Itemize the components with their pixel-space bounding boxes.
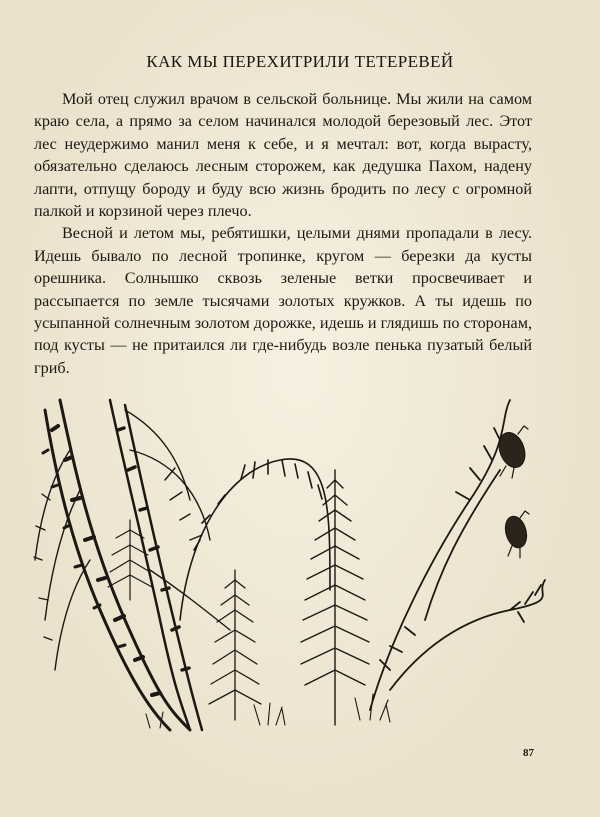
body-text: [34, 88, 532, 379]
fir-tree-center-left: [209, 570, 261, 720]
birch-trunk-center-left: [110, 400, 202, 730]
page-number: 87: [523, 747, 534, 759]
paragraph-2: Весной и летом мы, ребятишки, целыми днями пропадали в лесу. Идешь бывало по лесной тропинке, кругом — березки да кусты орешника. Солнышко сквозь зеленые ветки просвечивает и рассыпается по земле тысячами золотых кружков. А ты идешь по усыпанной солнечным золотом дорожке, идешь и глядишь по сторонам, под кусты — не притаился ли где-нибудь возле пенька пузатый белый гриб.: [34, 224, 532, 377]
black-grouse-bird-lower: [502, 511, 530, 558]
chapter-title: КАК МЫ ПЕРЕХИТРИЛИ ТЕТЕРЕВЕЙ: [146, 52, 454, 71]
fir-tree-center: [301, 470, 369, 725]
forest-illustration: [30, 390, 560, 740]
paragraph-1: Мой отец служил врачом в сельской больнице. Мы жили на самом краю села, а прямо за селом начинался молодой березовый лес. Этот лес неудержимо манил меня к себе, и я мечтал: вот, когда вырасту, обязательно сделаюсь лесным сторожем, как дедушка Пахом, надену лапти, отпущу бороду и буду всю жизнь бродить по лесу с огромной палкой и корзиной через плечо.: [34, 90, 532, 221]
arching-branch: [180, 459, 330, 620]
